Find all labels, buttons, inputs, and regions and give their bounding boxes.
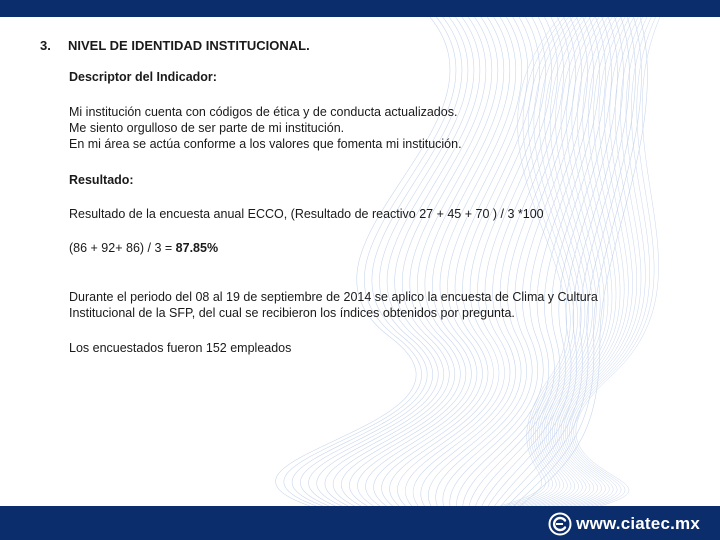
respondents-text: Los encuestados fueron 152 empleados <box>69 341 292 355</box>
section-title: NIVEL DE IDENTIDAD INSTITUCIONAL. <box>68 38 310 53</box>
period-line: Institucional de la SFP, del cual se recibieron los índices obtenidos por pregunta. <box>69 306 515 320</box>
result-calc-prefix: (86 + 92+ 86) / 3 = <box>69 241 176 255</box>
descriptor-line: En mi área se actúa conforme a los valores que fomenta mi institución. <box>69 137 462 151</box>
footer-url: www.ciatec.mx <box>576 514 700 533</box>
section-number: 3. <box>40 38 51 53</box>
period-line: Durante el periodo del 08 al 19 de septiembre de 2014 se aplico la encuesta de Clima y Cultura <box>69 290 598 304</box>
descriptor-text <box>69 104 462 152</box>
result-calculation <box>69 240 218 256</box>
survey-period-text <box>69 289 598 321</box>
ciatec-logo-icon <box>548 512 572 536</box>
descriptor-line: Mi institución cuenta con códigos de ética y de conducta actualizados. <box>69 105 458 119</box>
descriptor-line: Me siento orgulloso de ser parte de mi institución. <box>69 121 345 135</box>
result-value: 87.85% <box>175 241 219 255</box>
result-formula: Resultado de la encuesta anual ECCO, (Resultado de reactivo 27 + 45 + 70 ) / 3 *100 <box>69 207 544 221</box>
section-heading <box>40 38 310 53</box>
result-label: Resultado: <box>69 173 134 187</box>
descriptor-label: Descriptor del Indicador: <box>69 70 217 84</box>
